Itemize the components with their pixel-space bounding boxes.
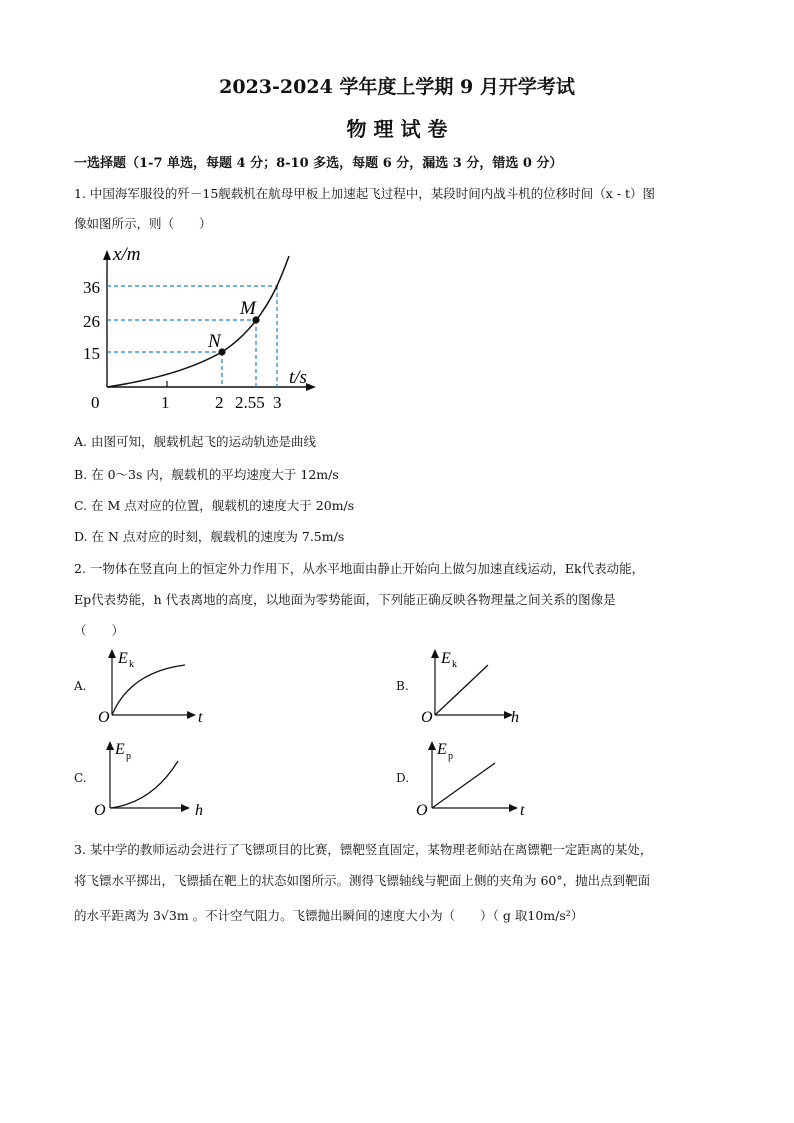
q1-x-tick-255: 2.55 bbox=[235, 393, 265, 412]
q1-x-tick-1: 1 bbox=[161, 393, 170, 412]
q2-graph-c-ylabel: E bbox=[115, 741, 125, 758]
q2-graph-b-ysub: k bbox=[452, 659, 457, 670]
q1-x-axis-label: t/s bbox=[289, 367, 307, 388]
q2-option-c-letter: C. bbox=[74, 771, 87, 785]
section-heading: 一选择题（1-7 单选，每题 4 分；8-10 多选，每题 6 分，漏选 3 分，错选 0 分） bbox=[74, 156, 563, 171]
q2-graph-a-ylabel: E bbox=[118, 650, 128, 667]
q2-graph-d bbox=[404, 735, 534, 820]
q2-graph-d-ysub: p bbox=[448, 751, 453, 762]
q1-point-n-label: N bbox=[208, 331, 221, 352]
q1-y-tick-36: 36 bbox=[83, 278, 100, 297]
q1-origin-label: 0 bbox=[91, 393, 100, 412]
q2-graph-d-ylabel: E bbox=[437, 741, 447, 758]
q2-option-a-letter: A. bbox=[74, 679, 87, 693]
q2-graph-a-curve bbox=[112, 665, 185, 715]
q2-graph-d-xlabel: t bbox=[520, 802, 525, 819]
q2-option-b-letter: B. bbox=[396, 679, 409, 693]
q2-graph-a bbox=[90, 645, 210, 725]
q2-stem-line3: （ ） bbox=[74, 623, 125, 638]
q2-graph-b-line bbox=[435, 665, 488, 715]
q2-graph-c-ysub: p bbox=[126, 751, 131, 762]
q1-y-tick-26: 26 bbox=[83, 312, 100, 331]
q1-x-tick-3: 3 bbox=[273, 393, 282, 412]
q2-graph-d-origin: O bbox=[416, 802, 428, 819]
q2-graph-a-origin: O bbox=[98, 709, 110, 725]
q2-graph-c bbox=[82, 735, 212, 820]
q2-graph-a-xlabel: t bbox=[198, 709, 203, 725]
q1-option-c: C. 在 M 点对应的位置，舰载机的速度大于 20m/s bbox=[74, 498, 355, 513]
q1-stem-line2: 像如图所示，则（ ） bbox=[74, 216, 212, 231]
q3-stem-line1: 3. 某中学的教师运动会进行了飞镖项目的比赛，镖靶竖直固定，某物理老师站在离镖靶一定距离的某处， bbox=[74, 842, 653, 857]
q2-graph-b-xlabel: h bbox=[511, 709, 519, 725]
q2-graph-b-origin: O bbox=[421, 709, 433, 725]
q2-graph-d-line bbox=[432, 763, 495, 808]
q2-stem-line1: 2. 一物体在竖直向上的恒定外力作用下，从水平地面由静止开始向上做匀加速直线运动，Ek代表动能， bbox=[74, 561, 645, 576]
q2-graph-b bbox=[413, 645, 533, 725]
q3-stem-line2: 将飞镖水平掷出，飞镖插在靶上的状态如图所示。测得飞镖轴线与靶面上侧的夹角为 60°，抛出点到靶面 bbox=[74, 873, 651, 888]
q1-x-tick-2: 2 bbox=[215, 393, 224, 412]
q1-point-m-label: M bbox=[240, 298, 256, 319]
q1-option-a: A. 由图可知，舰载机起飞的运动轨迹是曲线 bbox=[74, 434, 316, 449]
q1-x-arrow bbox=[306, 383, 316, 391]
exam-title: 2023-2024 学年度上学期 9 月开学考试 bbox=[219, 76, 575, 98]
q2-graph-c-origin: O bbox=[94, 802, 106, 819]
q2-graph-c-curve bbox=[110, 761, 178, 808]
q1-option-b: B. 在 0～3s 内，舰载机的平均速度大于 12m/s bbox=[74, 467, 339, 482]
q1-y-tick-15: 15 bbox=[83, 344, 100, 363]
q1-option-d: D. 在 N 点对应的时刻，舰载机的速度为 7.5m/s bbox=[74, 529, 345, 544]
q1-y-axis-label: x/m bbox=[113, 244, 141, 265]
q1-stem-line1: 1. 中国海军服役的歼－15舰载机在航母甲板上加速起飞过程中，某段时间内战斗机的位移时间（x - t）图 bbox=[74, 186, 656, 201]
q1-xt-graph bbox=[80, 238, 330, 413]
q2-graph-b-ylabel: E bbox=[441, 650, 451, 667]
q2-option-d-letter: D. bbox=[396, 771, 410, 785]
q3-stem-line3: 的水平距离为 3√3m 。不计空气阻力。飞镖抛出瞬间的速度大小为（ ）（ g 取10m/s²） bbox=[74, 908, 584, 923]
q1-y-arrow bbox=[103, 250, 111, 260]
q1-xt-curve bbox=[107, 256, 289, 387]
subject-title: 物 理 试 卷 bbox=[346, 117, 448, 141]
q2-graph-c-xlabel: h bbox=[195, 802, 203, 819]
q2-stem-line2: Ep代表势能，h 代表离地的高度，以地面为零势能面，下列能正确反映各物理量之间关系的图像是 bbox=[74, 592, 616, 607]
q2-graph-a-ysub: k bbox=[129, 659, 134, 670]
